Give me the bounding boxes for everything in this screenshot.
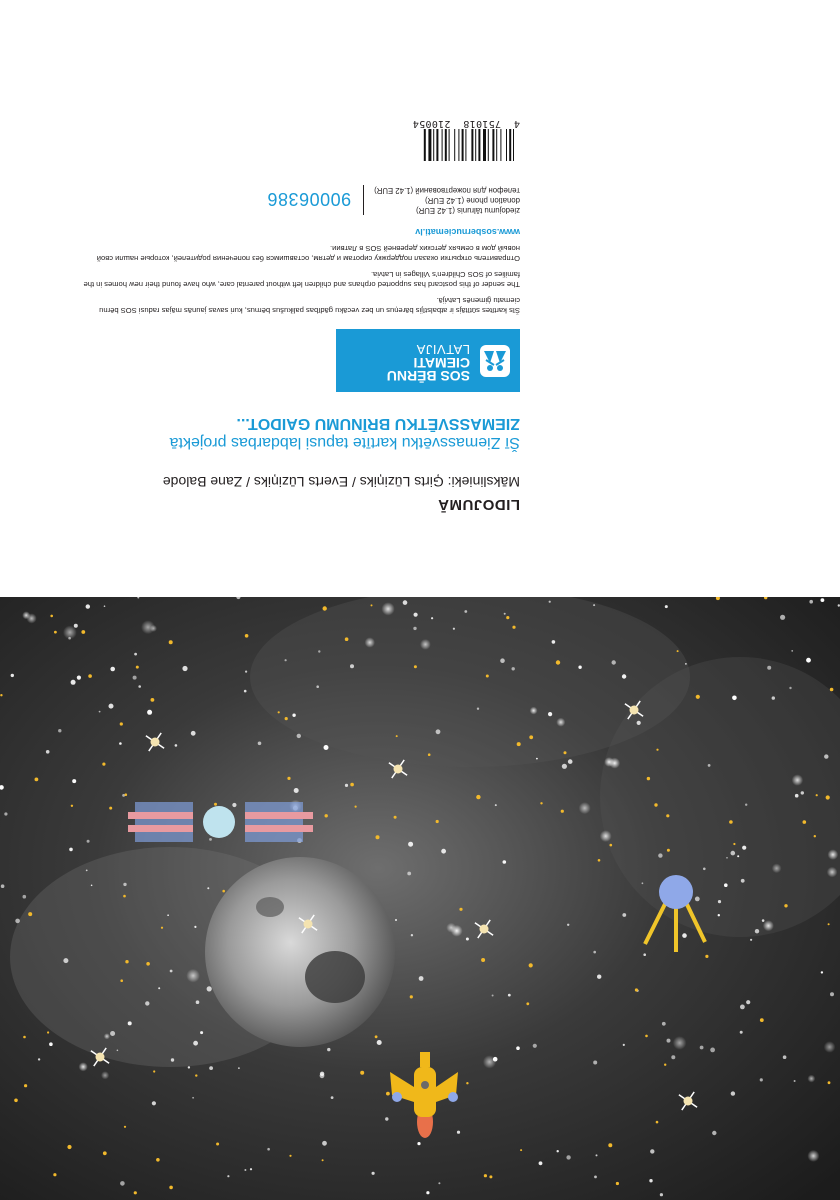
sos-logo	[336, 329, 520, 392]
donation-line-en: donation phone (1.42 EUR)	[425, 196, 520, 205]
moon-planet	[205, 857, 395, 1047]
card-title: LIDOJUMĀ	[437, 496, 520, 513]
moon-crater	[305, 951, 365, 1003]
donation-phone: 90006386	[267, 189, 352, 209]
donation-line-lv: ziedojumu tālrunis (1.42 EUR)	[415, 206, 520, 215]
logo-line-1: SOS BĒRNU	[386, 368, 470, 384]
project-line: Šī Ziemassvētku kartīte tapusi labdarbas projektā	[169, 434, 520, 451]
description-ru: Отправитель открытки оказал поддержку сиротам и детям, оставшимся без попечения родителей, которые нашли свой новый дом в семьях детских деревней SOS в Латвии.	[96, 244, 520, 263]
donation-line-ru: телефон для пожертвований (1.42 EUR)	[374, 186, 520, 195]
barcode-digits: 4 751018 210054	[412, 118, 520, 129]
description-lv: Šīs kartītes sūtītājs ir atbalstījis bāreņus un bez vecāku gādības palikušus bērnus, kuri savas jaunās mājas radusi SOS bērnu ciematu ģimenēs Latvijā.	[99, 296, 520, 315]
description-en: The sender of this postcard has supported orphans and children left without parental care, who have found their new homes in the families of SOS Children's Villages in Latvia.	[83, 270, 520, 289]
postcard-back-content	[80, 117, 520, 513]
logo-line-2: CIEMATI	[413, 355, 470, 371]
description-block	[80, 227, 520, 315]
space-station-icon	[128, 802, 313, 842]
donation-info	[80, 185, 520, 215]
sos-logo-text	[387, 343, 470, 382]
barcode	[385, 117, 520, 161]
artists-credit: Mākslinieki: Ģirts Lūziņiks / Everts Lūziņiks / Zane Balode	[162, 474, 520, 490]
donation-lines	[363, 185, 520, 215]
postcard-back	[0, 0, 840, 597]
logo-line-3: LATVIJA	[416, 342, 470, 357]
barcode-bars	[389, 129, 514, 161]
sos-children-mark-icon	[480, 345, 510, 377]
project-name: ZIEMASSVĒTKU BRĪNUMU GAIDOT...	[236, 415, 520, 432]
space-painting-illustration	[0, 597, 840, 1200]
project-info	[80, 414, 520, 452]
website-link[interactable]: www.sosbernuciemati.lv	[415, 227, 520, 237]
space-painting-canvas	[0, 597, 840, 1200]
moon-crater-2	[256, 897, 284, 917]
